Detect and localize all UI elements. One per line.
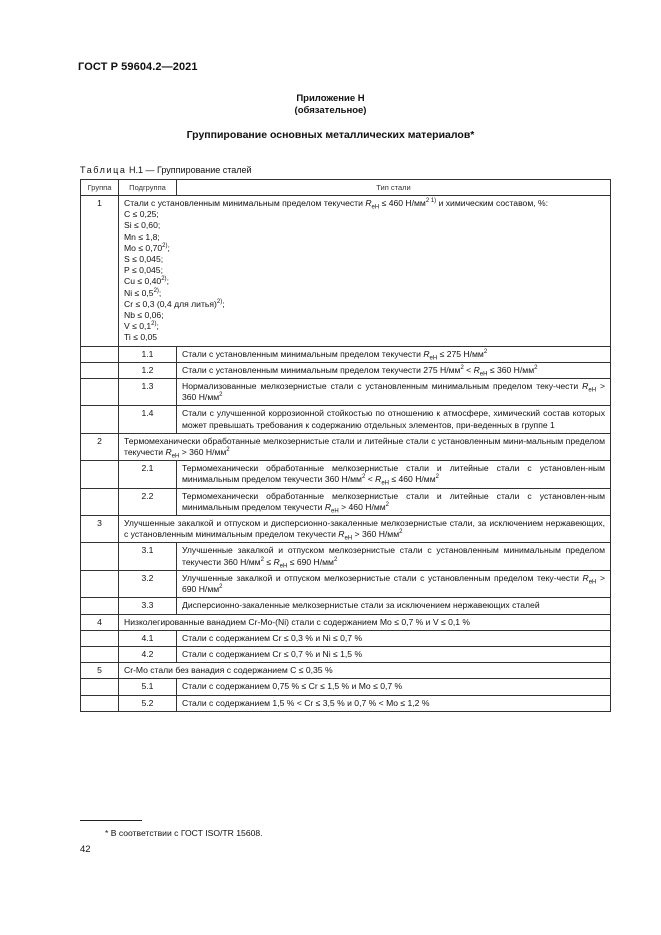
table-caption — [80, 165, 252, 175]
subgroup-description: Нормализованные мелкозернистые стали с установленным минимальным пределом теку-чести $R_{eH} > 360$ $Н/мм^2$ — [177, 379, 611, 406]
table-row — [81, 598, 611, 614]
subgroup-number: 3.2 — [119, 570, 177, 597]
composition-item: $Ni \le 0,5^{2)}$; — [124, 287, 162, 298]
table-row — [81, 663, 611, 679]
group-number: 1 — [81, 196, 119, 347]
footnote: * В соответствии с ГОСТ ISO/TR 15608. — [105, 828, 263, 838]
subgroup-description: Стали с содержанием 0,75 % ≤ Cr ≤ 1,5 % и Mo ≤ 0,7 % — [177, 679, 611, 695]
subgroup-number: 1.2 — [119, 362, 177, 378]
table-header-row — [81, 180, 611, 196]
table-row — [81, 196, 611, 347]
header-subgroup: Подгруппа — [119, 180, 177, 196]
composition-item: S ≤ 0,045; — [124, 254, 164, 265]
composition-item: P ≤ 0,045; — [124, 265, 163, 276]
subgroup-description: Улучшенные закалкой и отпуском мелкозернистые стали с установленным минимальным пределом текучести 360 $Н/мм^2 \le R_{eH} \le 690$ $Н/мм^2$ — [177, 543, 611, 570]
composition-item: Mn ≤ 1,8; — [124, 231, 160, 242]
subgroup-description: Дисперсионно-закаленные мелкозернистые стали за исключением нержавеющих сталей — [177, 598, 611, 614]
subgroup-description: Стали с содержанием 1,5 % < Cr ≤ 3,5 % и 0,7 % < Mo ≤ 1,2 % — [177, 695, 611, 711]
annex-heading — [0, 93, 661, 117]
composition-item: C ≤ 0,25; — [124, 209, 159, 220]
table-row — [81, 379, 611, 406]
table-row — [81, 543, 611, 570]
footnote-divider — [80, 820, 142, 821]
composition-item: $Cu \le 0,40^{2)}$; — [124, 276, 169, 287]
subgroup-description: Стали с установленным минимальным пределом текучести $R_{eH} \le 275$ $Н/мм^2$ — [177, 346, 611, 362]
composition-item: $V \le 0,1^{2)}$; — [124, 321, 159, 332]
group-number: 5 — [81, 663, 119, 679]
caption-text: Н.1 — Группирование сталей — [129, 165, 252, 175]
table-row — [81, 488, 611, 515]
subgroup-number: 1.3 — [119, 379, 177, 406]
subgroup-description: Термомеханически обработанные мелкозернистые стали и литейные стали с установлен-ным минимальным пределом текучести $R_{eH} > 460$ $Н/мм^2$ — [177, 488, 611, 515]
composition-item: Cr ≤ 0,3 (0,4 для литья)$^{2)}$; — [124, 298, 225, 309]
table-row — [81, 614, 611, 630]
composition-item: Si ≤ 0,60; — [124, 220, 161, 231]
subgroup-number: 4.1 — [119, 630, 177, 646]
composition-item: $Mo \le 0,70^{2)}$; — [124, 242, 170, 253]
table-row — [81, 695, 611, 711]
subgroup-number: 4.2 — [119, 646, 177, 662]
page-number: 42 — [80, 844, 91, 855]
header-group: Группа — [81, 180, 119, 196]
subgroup-number: 3.3 — [119, 598, 177, 614]
subgroup-number: 2.2 — [119, 488, 177, 515]
group-description: Стали с установленным минимальным пределом текучести $R_{eH} \le 460$ $Н/мм^{2 1)}$ и химическим составом, %: C ≤ 0,25; Si ≤ 0,60; Mn ≤ 1,8; $Mo \le 0,70^{2)}$; S ≤ 0,045; P ≤ 0,045; $Cu \le 0,40^{2)}$; $Ni \le 0,5^{2)}$; Cr ≤ 0,3 (0,4 для литья)$^{2)}$; Nb ≤ 0,06; $V \le 0,1^{2)}$; Ti ≤ 0,05 — [119, 196, 611, 347]
table-row — [81, 406, 611, 433]
subgroup-description: Стали с установленным минимальным пределом текучести 275 $Н/мм^2 < R_{eH} \le 360$ $Н/мм^2$ — [177, 362, 611, 378]
subgroup-description: Стали с содержанием Cr ≤ 0,7 % и Ni ≤ 1,5 % — [177, 646, 611, 662]
subgroup-number: 1.4 — [119, 406, 177, 433]
table-row — [81, 516, 611, 543]
group-description: Термомеханически обработанные мелкозернистые стали и литейные стали с установленным мини-мальным пределом текучести $R_{eH} > 360$ $Н/мм^2$ — [119, 433, 611, 460]
group-description: Улучшенные закалкой и отпуском и дисперсионно-закаленные мелкозернистые стали, за исключением нержавеющих, с установленным минимальным пределом текучести $R_{eH} > 360$ $Н/мм^2$ — [119, 516, 611, 543]
standard-id: ГОСТ Р 59604.2—2021 — [78, 61, 198, 73]
group-number: 4 — [81, 614, 119, 630]
composition-item: Ti ≤ 0,05 — [124, 332, 158, 343]
annex-title: Приложение Н — [296, 93, 365, 104]
table-row — [81, 346, 611, 362]
table-row — [81, 646, 611, 662]
table-row — [81, 461, 611, 488]
group-description: Низколегированные ванадием Cr-Mo-(Ni) стали с содержанием Mo ≤ 0,7 % и V ≤ 0,1 % — [119, 614, 611, 630]
subgroup-description: Стали с содержанием Cr ≤ 0,3 % и Ni ≤ 0,7 % — [177, 630, 611, 646]
group-number: 2 — [81, 433, 119, 460]
table-row — [81, 679, 611, 695]
subgroup-description: Улучшенные закалкой и отпуском мелкозернистые стали с установленным пределом теку-чести $R_{eH} > 690$ $Н/мм^2$ — [177, 570, 611, 597]
annex-status: (обязательное) — [294, 105, 367, 116]
header-steel-type: Тип стали — [177, 180, 611, 196]
subgroup-number: 1.1 — [119, 346, 177, 362]
subgroup-number: 3.1 — [119, 543, 177, 570]
group-description: Cr-Mo стали без ванадия с содержанием C ≤ 0,35 % — [119, 663, 611, 679]
group-number: 3 — [81, 516, 119, 543]
table-row — [81, 362, 611, 378]
page-title: Группирование основных металлических материалов* — [186, 129, 475, 141]
steel-grouping-table — [80, 179, 611, 712]
subgroup-description: Термомеханически обработанные мелкозернистые стали и литейные стали с установлен-ным минимальным пределом текучести 360 $Н/мм^2 < R_{eH} \le 460$ $Н/мм^2$ — [177, 461, 611, 488]
composition-item: Nb ≤ 0,06; — [124, 310, 164, 321]
table-row — [81, 433, 611, 460]
subgroup-number: 5.2 — [119, 695, 177, 711]
subgroup-description: Стали с улучшенной коррозионной стойкостью по отношению к атмосфере, химический состав которых может превышать требования к содержанию отдельных элементов, при-веденных в группе 1 — [177, 406, 611, 433]
caption-prefix: Таблица — [80, 165, 127, 175]
subgroup-number: 2.1 — [119, 461, 177, 488]
table-row — [81, 570, 611, 597]
subgroup-number: 5.1 — [119, 679, 177, 695]
table-row — [81, 630, 611, 646]
